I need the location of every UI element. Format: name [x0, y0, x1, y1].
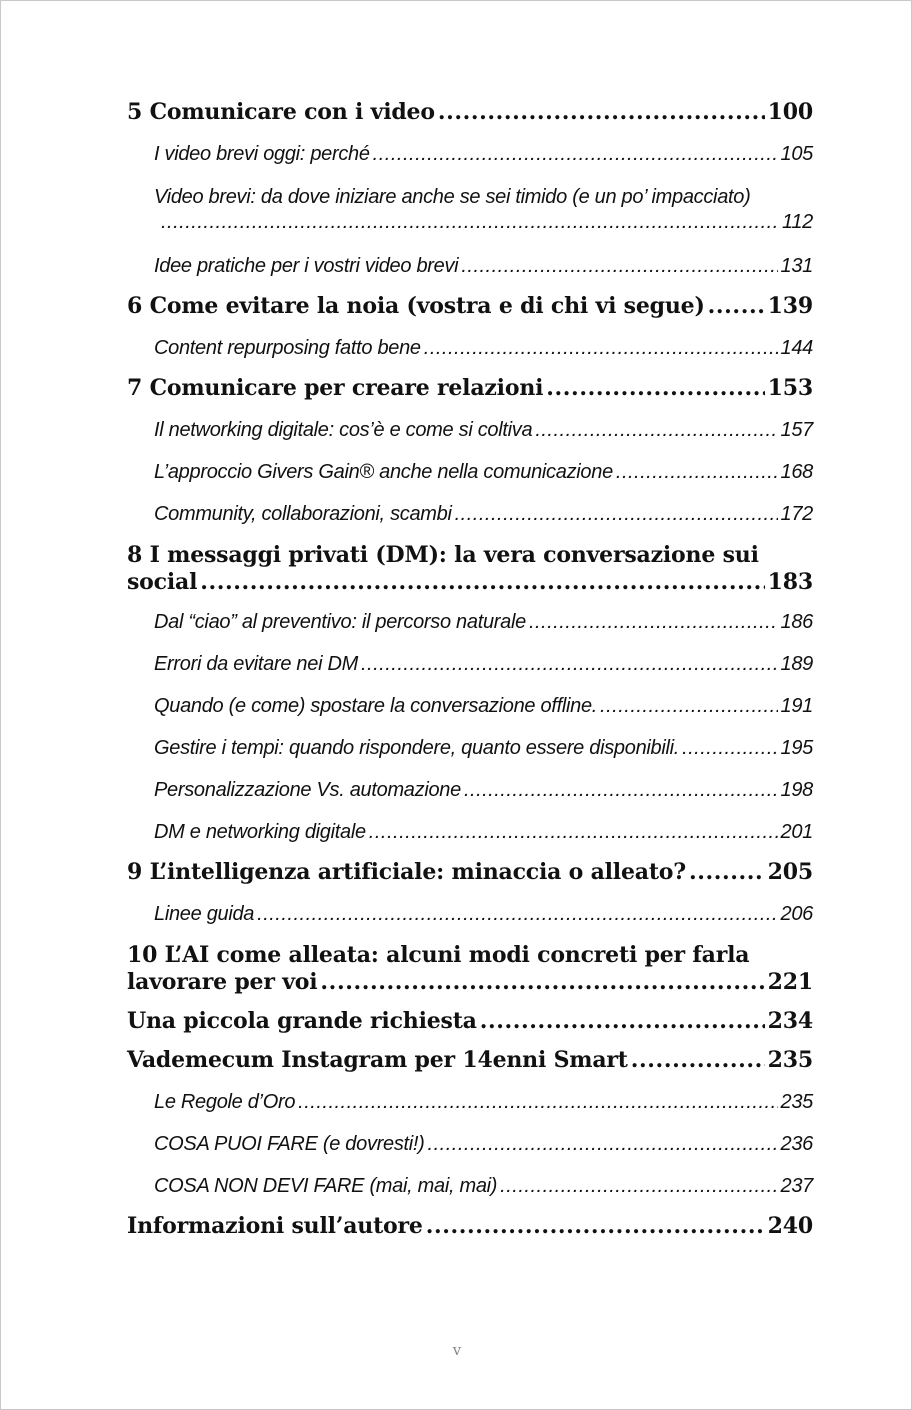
page-footer-number: v	[452, 1341, 462, 1359]
dot-leader	[500, 1175, 777, 1198]
toc-chapter-entry[interactable]	[127, 1047, 813, 1073]
page-number: 100	[767, 99, 813, 125]
dot-leader	[480, 1008, 765, 1034]
page-number: 237	[780, 1175, 813, 1197]
dot-leader	[438, 99, 765, 125]
toc-section-entry[interactable]	[154, 653, 813, 676]
dot-leader	[600, 695, 777, 718]
page-number: 105	[780, 143, 813, 165]
dot-leader	[298, 1091, 777, 1114]
dot-leader	[361, 653, 778, 676]
toc-chapter-entry[interactable]	[127, 1008, 813, 1034]
toc-section-entry[interactable]	[154, 695, 813, 718]
entry-title: 6 Come evitare la noia (vostra e di chi vi segue)	[127, 293, 705, 319]
entry-title: 9 L’intelligenza artificiale: minaccia o alleato?	[127, 859, 686, 885]
entry-title: COSA NON DEVI FARE (mai, mai, mai)	[154, 1175, 498, 1197]
toc-chapter-entry[interactable]	[127, 941, 813, 995]
toc-chapter-entry[interactable]	[127, 859, 813, 885]
toc-chapter-entry[interactable]	[127, 1213, 813, 1239]
dot-leader	[535, 419, 777, 442]
page-number: 183	[767, 569, 813, 595]
entry-title: I video brevi oggi: perché	[154, 143, 370, 165]
toc-section-entry[interactable]	[154, 737, 813, 760]
page-number: 195	[780, 737, 813, 759]
entry-title: Quando (e come) spostare la conversazione offline.	[154, 695, 598, 717]
toc-section-entry[interactable]	[154, 611, 813, 634]
dot-leader	[320, 969, 764, 995]
toc-section-entry[interactable]	[154, 337, 813, 360]
page-number: 189	[780, 653, 813, 675]
page-number: 168	[780, 461, 813, 483]
page-number: 172	[780, 503, 813, 525]
page-number: 144	[780, 337, 813, 359]
page-number: 191	[780, 695, 813, 717]
dot-leader	[200, 569, 764, 595]
dot-leader	[708, 293, 765, 319]
page-number: 139	[767, 293, 813, 319]
toc-chapter-entry[interactable]	[127, 293, 813, 319]
dot-leader	[369, 821, 778, 844]
entry-title: Una piccola grande richiesta	[127, 1008, 477, 1034]
entry-title: Content repurposing fatto bene	[154, 337, 421, 359]
toc-section-entry[interactable]	[154, 1133, 813, 1156]
entry-title: DM e networking digitale	[154, 821, 366, 843]
page-number: 198	[780, 779, 813, 801]
page-number: 131	[780, 255, 813, 277]
dot-leader	[464, 779, 778, 802]
dot-leader	[682, 737, 777, 760]
entry-title: Informazioni sull’autore	[127, 1213, 423, 1239]
page-number: 206	[780, 903, 813, 925]
entry-title: Le Regole d’Oro	[154, 1091, 296, 1113]
toc-section-entry[interactable]	[154, 779, 813, 802]
dot-leader	[424, 337, 778, 360]
entry-title: L’approccio Givers Gain® anche nella comunicazione	[154, 461, 613, 483]
toc-section-entry[interactable]	[154, 503, 813, 526]
entry-title: Dal “ciao” al preventivo: il percorso naturale	[154, 611, 526, 633]
entry-title: Idee pratiche per i vostri video brevi	[154, 255, 459, 277]
page-number: 240	[767, 1213, 813, 1239]
entry-title: Personalizzazione Vs. automazione	[154, 779, 461, 801]
toc-section-entry[interactable]	[154, 419, 813, 442]
toc-chapter-entry[interactable]	[127, 99, 813, 125]
dot-leader	[546, 375, 764, 401]
toc-section-entry[interactable]	[154, 183, 813, 234]
entry-title: Linee guida	[154, 903, 255, 925]
page-number: 205	[767, 859, 813, 885]
page-number: 153	[767, 375, 813, 401]
toc-chapter-entry[interactable]	[127, 375, 813, 401]
entry-title-continued: social	[127, 569, 198, 595]
entry-title: 10 L’AI come alleata: alcuni modi concreti per farla	[127, 942, 750, 968]
toc-section-entry[interactable]	[154, 903, 813, 926]
dot-leader	[689, 859, 765, 885]
toc-section-entry[interactable]	[154, 1175, 813, 1198]
page-number: 235	[780, 1091, 813, 1113]
page-number: 221	[767, 969, 813, 995]
entry-title: 5 Comunicare con i video	[127, 99, 435, 125]
dot-leader	[616, 461, 778, 484]
page-number: 112	[782, 211, 813, 233]
dot-leader	[455, 503, 778, 526]
page-number: 234	[767, 1008, 813, 1034]
entry-title: Community, collaborazioni, scambi	[154, 503, 452, 525]
dot-leader	[428, 1133, 778, 1156]
toc-section-entry[interactable]	[154, 821, 813, 844]
entry-title: 8 I messaggi privati (DM): la vera conversazione sui	[127, 542, 759, 568]
page-number: 235	[767, 1047, 813, 1073]
toc-section-entry[interactable]	[154, 1091, 813, 1114]
entry-title: Vademecum Instagram per 14enni Smart	[127, 1047, 628, 1073]
toc-section-entry[interactable]	[154, 461, 813, 484]
dot-leader	[426, 1213, 765, 1239]
entry-title: COSA PUOI FARE (e dovresti!)	[154, 1133, 425, 1155]
entry-title-continued: lavorare per voi	[127, 969, 318, 995]
dot-leader	[373, 143, 778, 166]
entry-title: Errori da evitare nei DM	[154, 653, 358, 675]
dot-leader	[529, 611, 778, 634]
page-number: 157	[780, 419, 813, 441]
dot-leader	[257, 903, 777, 926]
page-number: 236	[780, 1133, 813, 1155]
entry-title: Gestire i tempi: quando rispondere, quanto essere disponibili.	[154, 737, 680, 759]
entry-title: Il networking digitale: cos’è e come si coltiva	[154, 419, 533, 441]
dot-leader	[161, 211, 779, 234]
toc-chapter-entry[interactable]	[127, 541, 813, 595]
dot-leader	[631, 1047, 765, 1073]
dot-leader	[461, 255, 777, 278]
page-number: 201	[780, 821, 813, 843]
entry-title: 7 Comunicare per creare relazioni	[127, 375, 544, 401]
toc-section-entry[interactable]	[154, 143, 813, 166]
entry-title: Video brevi: da dove iniziare anche se sei timido (e un po’ impacciato)	[154, 186, 751, 208]
toc-section-entry[interactable]	[154, 255, 813, 278]
page-number: 186	[780, 611, 813, 633]
